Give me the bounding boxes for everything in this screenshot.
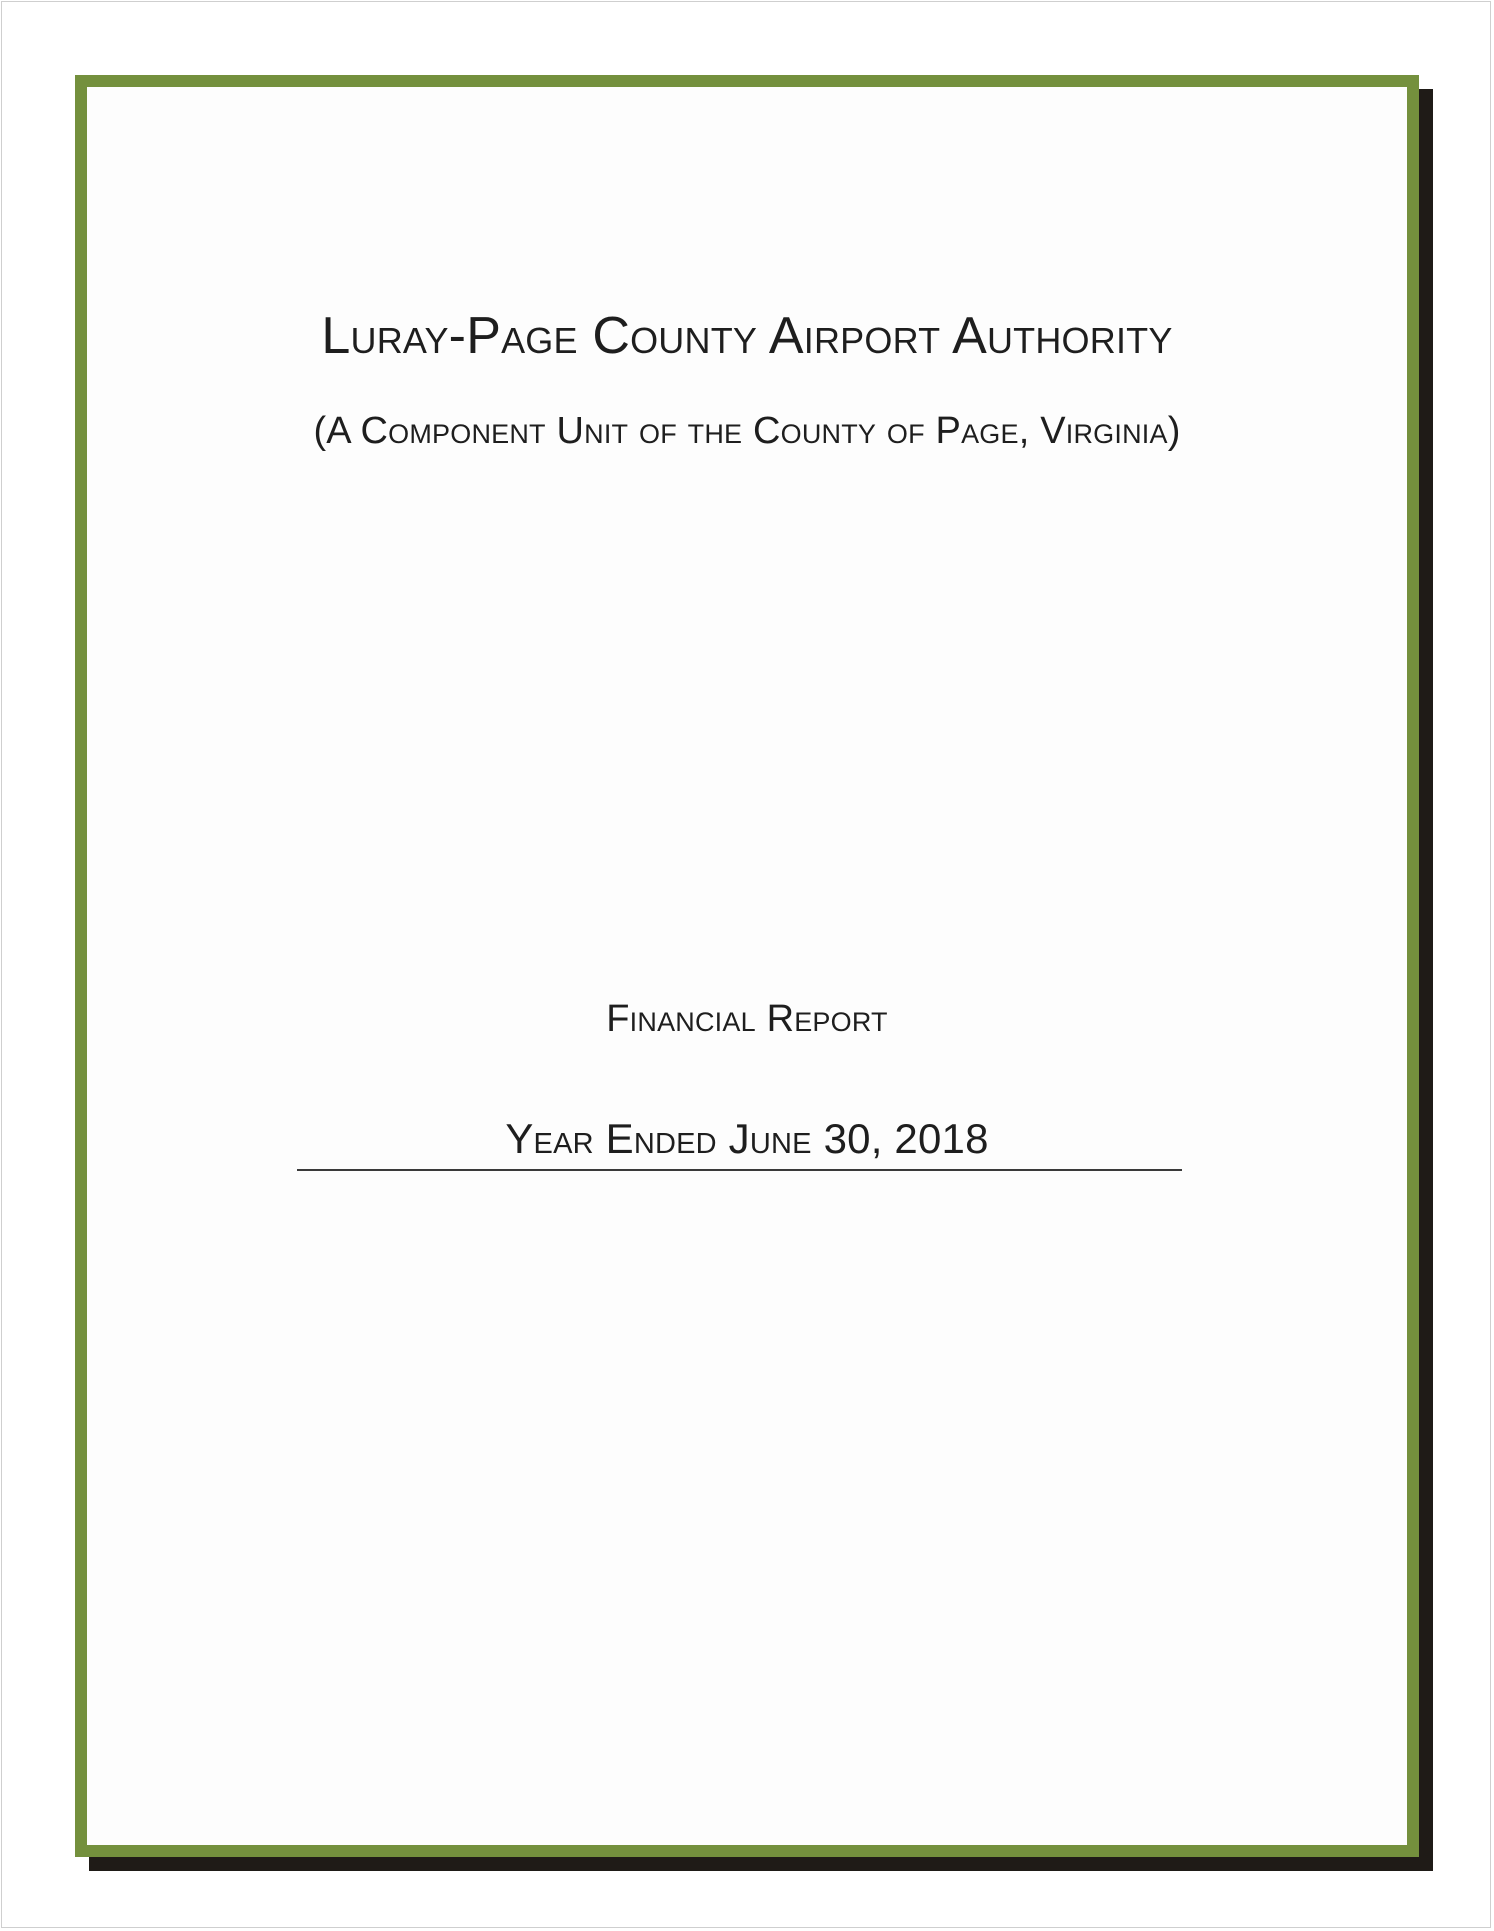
report-subtitle: (A Component Unit of the County of Page, Virginia) <box>313 410 1181 452</box>
report-period: Year Ended June 30, 2018 <box>505 1115 989 1162</box>
report-title: Luray-Page County Airport Authority <box>321 307 1173 365</box>
period-underline-divider <box>297 1169 1182 1171</box>
report-type: Financial Report <box>606 998 888 1040</box>
